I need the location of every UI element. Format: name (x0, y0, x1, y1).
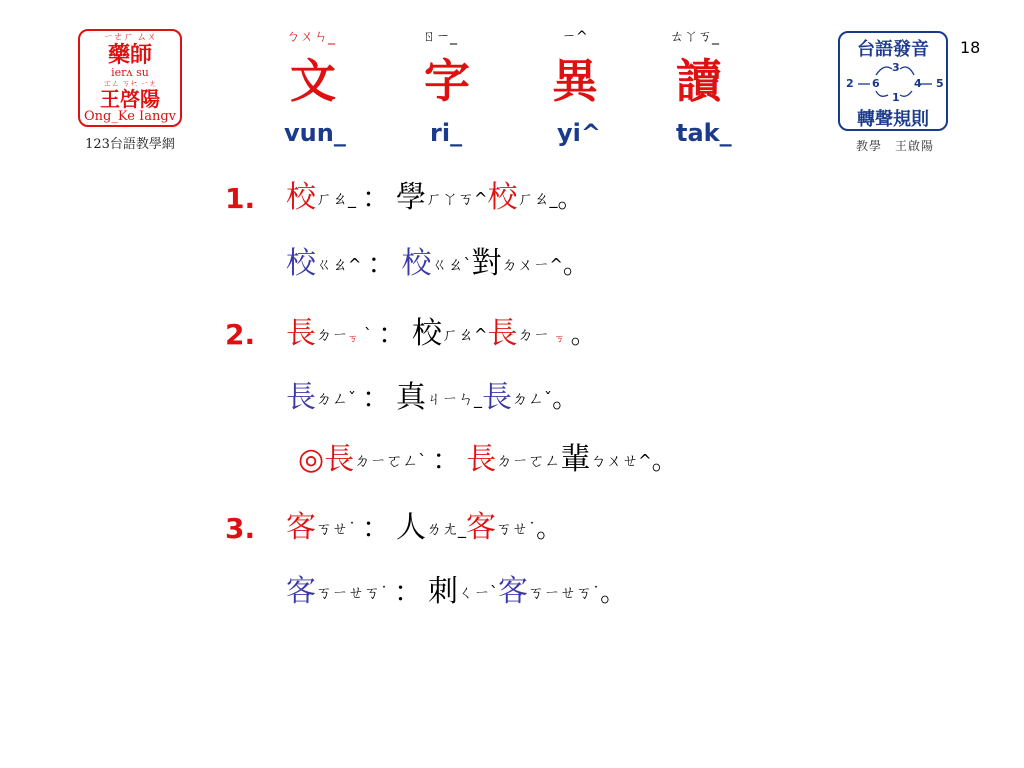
colon: ： (362, 381, 391, 414)
badge-title-top: 台語發音 (857, 39, 929, 60)
example-line (286, 180, 583, 217)
title-zhuyin: ㄊㄚㄎ_ (670, 29, 719, 45)
word: 刺 (428, 574, 459, 609)
zhuyin: ㄏㄠ_ (316, 189, 357, 208)
zhuyin-nasal: ㆶ (554, 325, 571, 344)
word: 客 (286, 510, 316, 545)
word: 長 (482, 380, 513, 415)
word: 校 (487, 180, 518, 215)
badge-title-bottom: 轉聲規則 (857, 109, 929, 130)
site-label: 123台語教學網 (85, 137, 175, 152)
example-line (286, 246, 589, 283)
teacher-label: 教學 王啟陽 (855, 139, 934, 153)
stamp-name-roman: Ong_Ke Iangv (84, 109, 176, 124)
word: 長 (286, 316, 316, 351)
zhuyin: ㄉㄧ (316, 325, 349, 344)
zhuyin-nasal: ㆶ (348, 325, 365, 344)
word: 真 (396, 380, 427, 415)
title-roman: yi^ (557, 119, 601, 147)
zhuyin: ㄎㄧㄝㄎ˙ (528, 583, 601, 602)
example-line (286, 574, 626, 611)
stamp-roman: ierʌ su (111, 66, 149, 79)
stamp-zhuyin-top: ㄧㄜㄏ ㄙㄨ (103, 32, 157, 43)
badge-digit: 1 (892, 91, 900, 104)
word: 客 (498, 574, 529, 609)
example-line (286, 380, 578, 417)
colon: ： (362, 511, 391, 544)
example-line (298, 442, 678, 479)
period: 。 (570, 320, 597, 350)
zhuyin: ㄉㄧ (517, 325, 555, 344)
zhuyin: ㄉㄥˇ (316, 389, 357, 408)
zhuyin: ㄍㄠˋ (431, 255, 472, 274)
item-number: 2. (225, 318, 256, 351)
period: 。 (651, 446, 678, 476)
item-number: 1. (225, 182, 256, 215)
stamp-name: 王啓陽 (100, 87, 160, 111)
word: 客 (466, 510, 497, 545)
zhuyin: ㄎㄝ˙ (316, 519, 357, 538)
page-number: 18 (960, 38, 981, 57)
title-hanzi: 讀 (676, 54, 722, 108)
item-number: 3. (225, 512, 256, 545)
colon: ： (394, 575, 423, 608)
zhuyin: ㄉㄥˇ (512, 389, 553, 408)
word: 客 (286, 574, 316, 609)
colon: ： (367, 247, 396, 280)
title-roman: vun_ (284, 119, 346, 147)
zhuyin: ㄉㄧㆦㄥˋ (354, 451, 427, 470)
zhuyin: ㄏㄚㄎ^ (426, 189, 488, 208)
zhuyin: ㄏㄠ^ (442, 325, 488, 344)
zhuyin: ㄑㄧˋ (458, 583, 499, 602)
title-zhuyin: ㄅㄨㄣ_ (286, 29, 335, 45)
title-zhuyin: ㄧ^ (562, 29, 588, 45)
example-line (286, 316, 597, 353)
title-hanzi: 文 (290, 54, 336, 108)
word: 對 (471, 246, 502, 281)
title-hanzi: 字 (424, 54, 470, 108)
colon: ： (362, 181, 391, 214)
badge-digit: 5 (936, 77, 944, 90)
zhuyin: ㄌㄤ_ (426, 519, 467, 538)
badge-digit: 3 (892, 61, 900, 74)
word: 校 (401, 246, 432, 281)
zhuyin: ㄍㄠ^ (316, 255, 362, 274)
title-roman: ri_ (430, 119, 463, 147)
word: 長 (487, 316, 518, 351)
zhuyin-tone: ˋ (364, 325, 373, 344)
word: 校 (286, 246, 316, 281)
zhuyin: ㄎㄝ˙ (496, 519, 537, 538)
zhuyin: ㄉㄨㄧ^ (501, 255, 563, 274)
example-line (286, 510, 562, 547)
double-circle-mark-icon: ◎ (298, 442, 325, 477)
tone-cycle-arrows-icon (840, 33, 948, 131)
word: 輩 (560, 442, 591, 477)
zhuyin: ㄐㄧㄣ_ (426, 389, 483, 408)
colon: ： (432, 443, 461, 476)
word: 校 (412, 316, 443, 351)
word: 校 (286, 180, 316, 215)
tone-rules-badge (838, 31, 948, 131)
badge-digit: 6 (872, 77, 880, 90)
word: 人 (396, 510, 427, 545)
zhuyin: ㄏㄠ_ (517, 189, 558, 208)
word: 長 (466, 442, 497, 477)
title-hanzi: 異 (552, 54, 598, 108)
title-roman: tak_ (676, 119, 732, 147)
author-stamp-logo (78, 29, 182, 127)
period: 。 (536, 514, 563, 544)
title-zhuyin: ㄖㄧ_ (422, 29, 457, 45)
period: 。 (600, 578, 627, 608)
badge-digit: 2 (846, 77, 854, 90)
stamp-zhuyin-name: ㆲㄥ ㄎㆤ ㄧㄤ (103, 79, 157, 88)
period: 。 (557, 184, 584, 214)
word: 長 (324, 442, 355, 477)
zhuyin: ㄉㄧㆦㄥ (496, 451, 561, 470)
zhuyin: ㄅㄨㄝ^ (590, 451, 652, 470)
colon: ： (378, 317, 407, 350)
badge-digit: 4 (914, 77, 922, 90)
period: 。 (562, 250, 589, 280)
period: 。 (552, 384, 579, 414)
zhuyin: ㄎㄧㄝㄎ˙ (316, 583, 389, 602)
word: 學 (396, 180, 427, 215)
stamp-title: 藥師 (107, 42, 152, 68)
word: 長 (286, 380, 316, 415)
